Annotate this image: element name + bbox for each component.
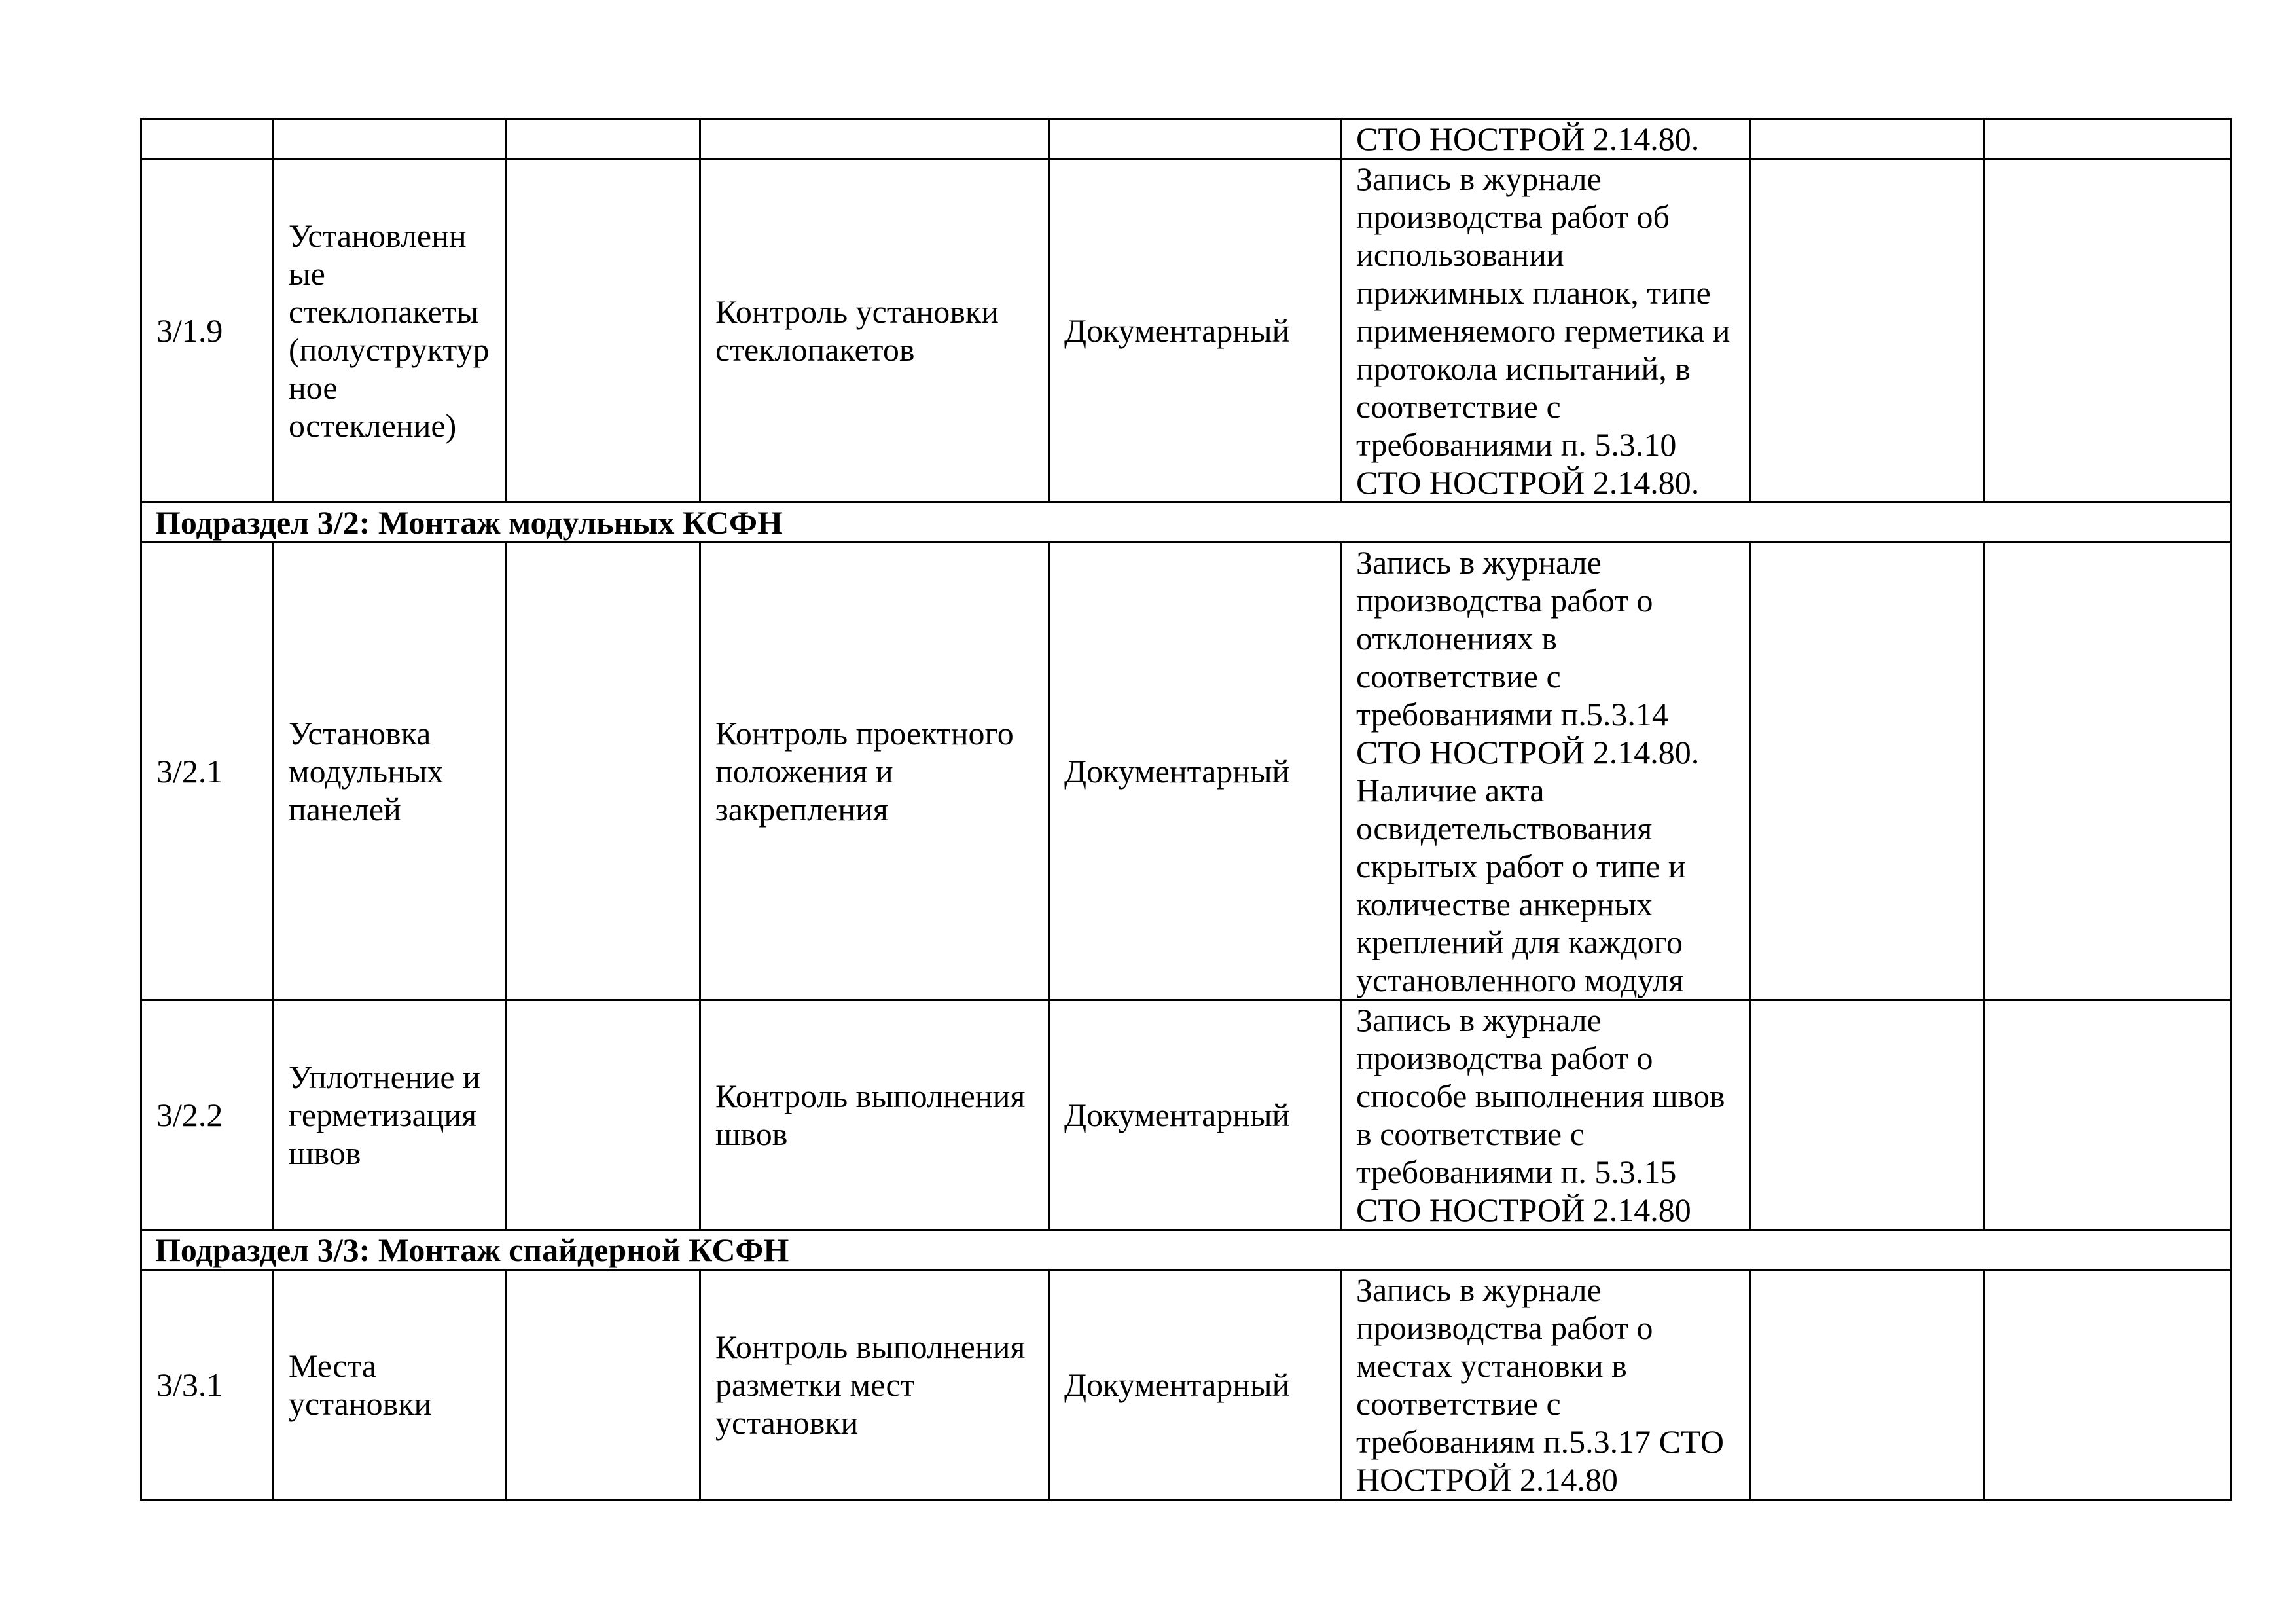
cell-requirement — [506, 159, 700, 503]
table-row — [141, 543, 2231, 1000]
section-title: Подраздел 3/3: Монтаж спайдерной КСФН — [141, 1230, 2231, 1270]
table-row — [141, 1000, 2231, 1230]
cell-documentation: Запись в журнале производства работ об использовании прижимных планок, типе применяемого герметика и протокола испытаний, в соответствие с требованиями п. 5.3.10 СТО НОСТРОЙ 2.14.80. — [1341, 159, 1750, 503]
cell-note — [1984, 159, 2231, 503]
cell-control-method: Документарный — [1049, 543, 1341, 1000]
section-header-row — [141, 1230, 2231, 1270]
cell-control-type: Контроль проектного положения и закрепления — [700, 543, 1049, 1000]
cell-element: Установленн ые стеклопакеты (полуструктур ное остекление) — [274, 159, 506, 503]
cell-requirement — [506, 543, 700, 1000]
cell-documentation: Запись в журнале производства работ о способе выполнения швов в соответствие с требованиями п. 5.3.15 СТО НОСТРОЙ 2.14.80 — [1341, 1000, 1750, 1230]
cell-note — [1984, 1000, 2231, 1230]
cell-item-number: 3/2.1 — [141, 543, 274, 1000]
cell-requirement — [506, 1270, 700, 1500]
cell-note — [1984, 543, 2231, 1000]
cell-requirement — [506, 119, 700, 159]
cell-documentation: СТО НОСТРОЙ 2.14.80. — [1341, 119, 1750, 159]
cell-documentation: Запись в журнале производства работ о местах установки в соответствие с требованиям п.5.3.17 СТО НОСТРОЙ 2.14.80 — [1341, 1270, 1750, 1500]
cell-control-type: Контроль установки стеклопакетов — [700, 159, 1049, 503]
cell-element: Установка модульных панелей — [274, 543, 506, 1000]
cell-responsible — [1750, 1270, 1984, 1500]
table-row — [141, 159, 2231, 503]
cell-element: Уплотнение и герметизация швов — [274, 1000, 506, 1230]
cell-control-method: Документарный — [1049, 159, 1341, 503]
cell-element: Места установки — [274, 1270, 506, 1500]
cell-responsible — [1750, 119, 1984, 159]
cell-item-number: 3/1.9 — [141, 159, 274, 503]
cell-control-method: Документарный — [1049, 1270, 1341, 1500]
cell-control-method — [1049, 119, 1341, 159]
section-title: Подраздел 3/2: Монтаж модульных КСФН — [141, 503, 2231, 543]
cell-responsible — [1750, 159, 1984, 503]
table-row — [141, 119, 2231, 159]
control-table — [140, 118, 2232, 1501]
cell-requirement — [506, 1000, 700, 1230]
cell-responsible — [1750, 543, 1984, 1000]
cell-item-number: 3/3.1 — [141, 1270, 274, 1500]
table-row — [141, 1270, 2231, 1500]
cell-control-method: Документарный — [1049, 1000, 1341, 1230]
cell-note — [1984, 1270, 2231, 1500]
cell-note — [1984, 119, 2231, 159]
cell-element — [274, 119, 506, 159]
cell-responsible — [1750, 1000, 1984, 1230]
cell-item-number: 3/2.2 — [141, 1000, 274, 1230]
section-header-row — [141, 503, 2231, 543]
cell-control-type — [700, 119, 1049, 159]
cell-control-type: Контроль выполнения разметки мест установки — [700, 1270, 1049, 1500]
cell-documentation: Запись в журнале производства работ о отклонениях в соответствие с требованиями п.5.3.14 СТО НОСТРОЙ 2.14.80. Наличие акта освидетельствования скрытых работ о типе и количестве анкерных креплений для каждого установленного модуля — [1341, 543, 1750, 1000]
cell-item-number — [141, 119, 274, 159]
cell-control-type: Контроль выполнения швов — [700, 1000, 1049, 1230]
